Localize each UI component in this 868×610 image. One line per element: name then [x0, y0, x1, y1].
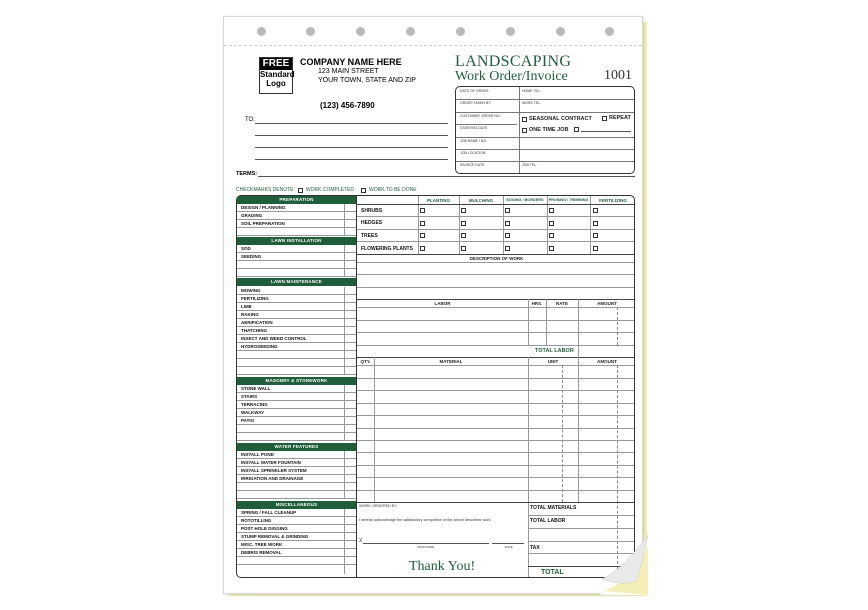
checkbox-icon — [361, 188, 366, 193]
binder-hole — [406, 27, 415, 36]
row-hedges: HEDGES — [361, 220, 383, 226]
customer-order-no-field[interactable]: CUSTOMER ORDER NO. — [460, 114, 501, 118]
checkbox[interactable] — [505, 208, 510, 213]
service-item[interactable]: FERTILIZING — [237, 295, 356, 303]
material-line — [357, 452, 635, 453]
labor-header: LABOR — [434, 301, 451, 306]
service-item[interactable]: GRADING — [237, 212, 356, 220]
one-time-job-checkbox[interactable]: ONE TIME JOB — [522, 127, 568, 133]
service-item-blank[interactable] — [237, 359, 356, 367]
total-labor-summary-label: TOTAL LABOR — [530, 518, 566, 524]
date-of-order-field[interactable]: DATE OF ORDER — [460, 89, 489, 93]
section-header-masonry: MASONRY & STONEWORK — [237, 377, 356, 385]
service-item[interactable]: RAKING — [237, 311, 356, 319]
service-item-blank[interactable] — [237, 351, 356, 359]
divider — [357, 502, 635, 503]
divider — [562, 365, 563, 502]
acknowledge-text: I hereby acknowledge the satisfactory completion of the above described work. — [359, 518, 492, 522]
material-line — [357, 390, 635, 391]
col-mulching: MULCHING — [468, 198, 494, 203]
divider — [357, 229, 635, 230]
checkbox[interactable] — [420, 208, 425, 213]
divider — [357, 307, 635, 308]
service-item[interactable]: POST HOLE DIGGING — [237, 525, 356, 533]
perforation-line — [224, 45, 642, 46]
job-tel-field[interactable]: JOB TEL. — [522, 163, 538, 167]
material-line — [357, 378, 635, 379]
binder-hole — [605, 27, 614, 36]
service-item[interactable]: LIME — [237, 303, 356, 311]
amount-header: AMOUNT — [597, 301, 617, 306]
company-phone: (123) 456-7890 — [320, 101, 375, 110]
service-item[interactable]: THATCHING — [237, 327, 356, 335]
company-logo — [259, 57, 293, 94]
divider — [456, 112, 634, 113]
company-street: 123 MAIN STREET — [318, 68, 379, 75]
binder-hole — [356, 27, 365, 36]
logo-standard-text: Standard — [260, 70, 295, 79]
material-line — [357, 403, 635, 404]
divider — [357, 357, 635, 358]
work-to-be-done-label: WORK TO BE DONE — [368, 187, 417, 193]
service-item-blank[interactable] — [237, 557, 356, 565]
to-line[interactable] — [255, 159, 448, 160]
service-item[interactable]: SOD — [237, 245, 356, 253]
checkbox[interactable] — [461, 233, 466, 238]
material-line — [357, 428, 635, 429]
service-item[interactable]: SOIL PREPARATION — [237, 220, 356, 228]
date-label: DATE — [505, 545, 513, 549]
home-tel-field[interactable]: HOME TEL. — [522, 89, 541, 93]
section-header-miscellaneous: MISCELLANEOUS — [237, 501, 356, 509]
divider — [528, 515, 635, 516]
divider — [519, 161, 520, 174]
divider — [456, 99, 634, 100]
divider — [456, 149, 634, 150]
checkbox[interactable] — [593, 246, 598, 251]
checkbox[interactable] — [549, 233, 554, 238]
to-line[interactable] — [255, 135, 448, 136]
repeat-checkbox[interactable]: REPEAT — [602, 115, 631, 121]
checkbox[interactable] — [505, 233, 510, 238]
service-item[interactable]: INSTALL WATER FOUNTAIN — [237, 459, 356, 467]
checkmarks-label: CHECKMARKS DENOTE: — [236, 187, 295, 193]
col-pruning: PRUNING / TRIMMING — [548, 198, 589, 202]
service-item[interactable]: HYDROSEEDING — [237, 343, 356, 351]
starting-date-field[interactable]: STARTING DATE — [460, 126, 488, 130]
service-item[interactable]: IRRIGATION AND DRAINAGE — [237, 475, 356, 483]
terms-line[interactable] — [258, 176, 635, 177]
binder-hole — [306, 27, 315, 36]
service-item[interactable]: MISC. TREE WORK — [237, 541, 356, 549]
total-materials-label: TOTAL MATERIALS — [530, 505, 577, 511]
divider — [528, 299, 529, 345]
divider — [357, 254, 635, 255]
page-curl-icon — [600, 535, 648, 595]
col-edging: EDGING / BORDERS — [506, 198, 544, 202]
qty-header: QTY. — [360, 359, 371, 364]
material-line — [357, 490, 635, 491]
service-item[interactable]: MOWING — [237, 287, 356, 295]
checkbox[interactable] — [461, 221, 466, 226]
service-item-blank[interactable] — [237, 228, 356, 236]
company-name: COMPANY NAME HERE — [300, 57, 402, 67]
description-line — [357, 287, 635, 288]
order-info-box — [455, 86, 635, 174]
service-item-blank[interactable] — [237, 491, 356, 499]
service-item[interactable]: PATIO — [237, 417, 356, 425]
labor-line — [357, 332, 635, 333]
date-line[interactable] — [492, 543, 524, 544]
form-subtitle: Work Order/Invoice — [455, 69, 568, 84]
checkbox[interactable] — [505, 246, 510, 251]
checkbox[interactable] — [420, 246, 425, 251]
description-header: DESCRIPTION OF WORK — [469, 256, 524, 261]
section-header-lawn-installation: LAWN INSTALLATION — [237, 237, 356, 245]
company-city: YOUR TOWN, STATE AND ZIP — [318, 77, 416, 84]
binder-hole — [456, 27, 465, 36]
material-line — [357, 477, 635, 478]
service-item[interactable]: DESIGN / PLANNING — [237, 204, 356, 212]
divider — [456, 161, 634, 162]
job-name-field[interactable]: JOB NAME / NO. — [460, 139, 488, 143]
form-number: 1001 — [604, 68, 632, 83]
material-line — [357, 415, 635, 416]
material-line — [357, 440, 635, 441]
divider — [357, 216, 635, 217]
logo-free-text: FREE — [260, 58, 292, 70]
divider — [357, 262, 635, 263]
service-item[interactable]: INSTALL POND — [237, 451, 356, 459]
service-item[interactable]: INSECT AND WEED CONTROL — [237, 335, 356, 343]
checkbox[interactable] — [549, 246, 554, 251]
checkbox[interactable] — [549, 208, 554, 213]
row-trees: TREES — [361, 233, 378, 239]
service-item-blank[interactable] — [237, 367, 356, 375]
total-labor-label: TOTAL LABOR — [535, 348, 574, 354]
row-flowering-plants: FLOWERING PLANTS — [361, 246, 413, 252]
seasonal-contract-checkbox[interactable]: SEASONAL CONTRACT — [522, 116, 592, 122]
binder-hole — [506, 27, 515, 36]
services-column — [237, 196, 357, 577]
job-location-field[interactable]: JOB LOCATION — [460, 151, 486, 155]
service-item[interactable]: SPRING / FALL CLEANUP — [237, 509, 356, 517]
main-grid — [236, 195, 635, 578]
col-planting: PLANTING — [427, 198, 450, 203]
description-line — [357, 274, 635, 275]
service-item[interactable]: AERIFICATION — [237, 319, 356, 327]
signature-label: SIGNATURE — [417, 545, 435, 549]
work-order-form — [223, 16, 643, 594]
labor-line — [357, 345, 635, 346]
service-item[interactable]: INSTALL SPRINKLER SYSTEM — [237, 467, 356, 475]
hrs-header: HRS. — [531, 301, 543, 306]
checkbox[interactable] — [420, 221, 425, 226]
service-item[interactable]: STONE WALL — [237, 385, 356, 393]
section-header-lawn-maintenance: LAWN MAINTENANCE — [237, 278, 356, 286]
col-fertilizing: FERTILIZING — [599, 198, 627, 203]
form-title: LANDSCAPING — [455, 53, 572, 70]
material-amount-header: AMOUNT — [597, 359, 617, 364]
total-label: TOTAL — [541, 569, 564, 576]
checkbox[interactable] — [593, 233, 598, 238]
service-item-blank[interactable] — [237, 269, 356, 277]
to-line[interactable] — [255, 123, 448, 124]
binder-hole — [257, 27, 266, 36]
work-tel-field[interactable]: WORK TEL. — [522, 101, 542, 105]
divider — [528, 528, 635, 529]
extra-checkbox[interactable] — [574, 127, 631, 132]
divider — [617, 307, 618, 345]
divider — [357, 299, 635, 300]
section-header-preparation: PREPARATION — [237, 196, 356, 204]
divider — [357, 241, 635, 242]
service-item[interactable]: STUMP REMOVAL & GRINDING — [237, 533, 356, 541]
rate-header: RATE — [556, 301, 568, 306]
service-item-blank[interactable] — [237, 261, 356, 269]
signature-x: X — [359, 538, 363, 544]
service-item[interactable]: SEEDING — [237, 253, 356, 261]
checkbox[interactable] — [461, 208, 466, 213]
to-line[interactable] — [255, 147, 448, 148]
divider — [546, 299, 547, 345]
signature-line[interactable] — [363, 543, 489, 544]
work-details-area — [357, 196, 635, 577]
service-item-blank[interactable] — [237, 565, 356, 573]
checkbox[interactable] — [505, 221, 510, 226]
service-item[interactable]: ROTOTILLING — [237, 517, 356, 525]
checkbox[interactable] — [593, 221, 598, 226]
service-item-blank[interactable] — [237, 433, 356, 441]
thank-you-text: Thank You! — [409, 559, 476, 574]
unit-header: UNIT — [547, 359, 559, 364]
work-completed-label: WORK COMPLETED — [305, 187, 354, 193]
service-item-blank[interactable] — [237, 425, 356, 433]
checkbox-icon — [298, 188, 303, 193]
checkbox[interactable] — [549, 221, 554, 226]
checkbox[interactable] — [461, 246, 466, 251]
checkbox[interactable] — [420, 233, 425, 238]
divider — [357, 365, 635, 366]
service-item[interactable]: STAIRS — [237, 393, 356, 401]
material-line — [357, 465, 635, 466]
work-ordered-by-label: WORK ORDERED BY — [359, 504, 397, 508]
checkmarks-legend — [236, 187, 417, 193]
service-item[interactable]: WALKWAY — [237, 409, 356, 417]
labor-line — [357, 320, 635, 321]
tax-label: TAX — [530, 545, 540, 551]
binder-hole — [556, 27, 565, 36]
terms-label: TERMS: — [236, 171, 258, 177]
checkbox[interactable] — [593, 208, 598, 213]
divider — [357, 204, 635, 205]
divider — [456, 124, 517, 125]
service-item-blank[interactable] — [237, 483, 356, 491]
material-header: MATERIAL — [439, 359, 463, 364]
row-shrubs: SHRUBS — [361, 208, 383, 214]
service-item[interactable]: DEBRIS REMOVAL — [237, 549, 356, 557]
invoice-date-field[interactable]: INVOICE DATE — [460, 163, 485, 167]
service-item[interactable]: TERRACING — [237, 401, 356, 409]
section-header-water-features: WATER FEATURES — [237, 443, 356, 451]
to-label: TO: — [245, 117, 255, 123]
logo-logo-text: Logo — [266, 79, 286, 88]
order-taken-by-field[interactable]: ORDER TAKEN BY — [460, 101, 491, 105]
divider — [456, 137, 634, 138]
company-info — [300, 58, 416, 85]
